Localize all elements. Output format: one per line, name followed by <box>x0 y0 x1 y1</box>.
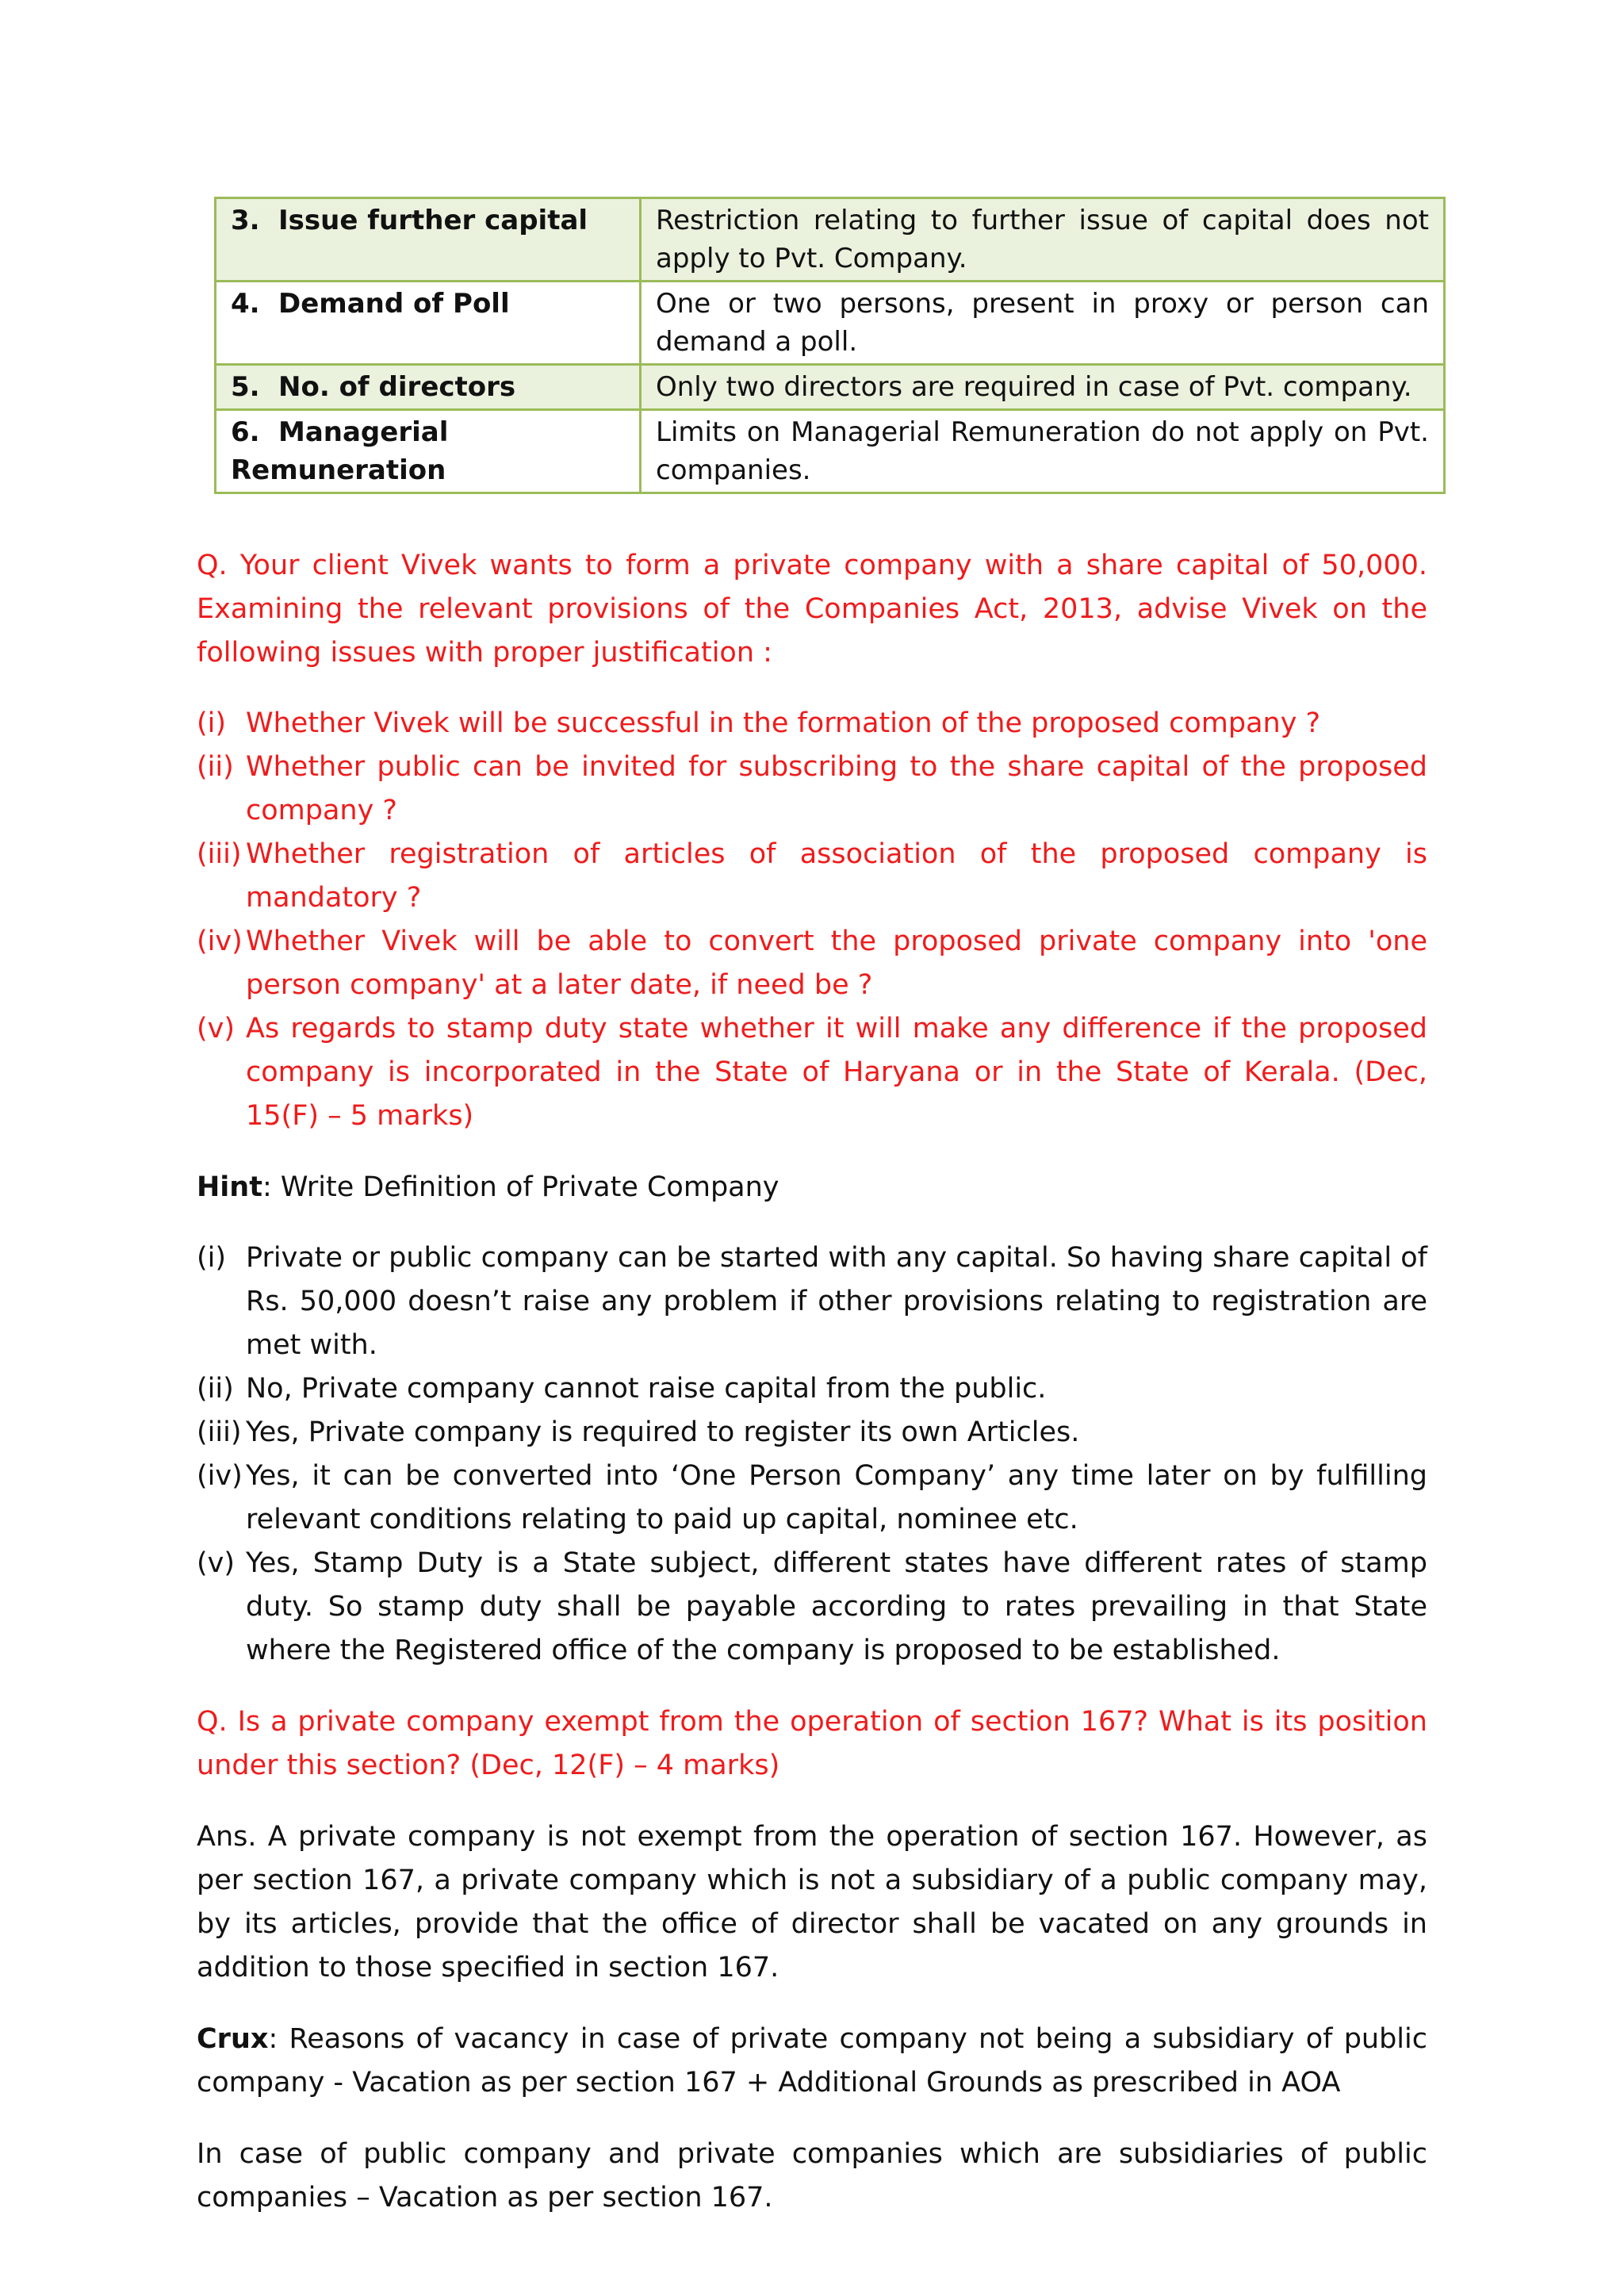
table-row <box>216 365 1445 410</box>
item-number: (i) <box>197 1242 227 1274</box>
hint-text: : Write Definition of Private Company <box>262 1171 779 1203</box>
table-row <box>216 410 1445 493</box>
list-item <box>197 920 1427 1007</box>
item-text: Whether Vivek will be able to convert the proposed private company into 'one person company' at a later date, if need be ? <box>246 926 1427 1001</box>
list-item <box>197 1007 1427 1138</box>
item-text: Yes, it can be converted into ‘One Person Company’ any time later on by fulfilling relevant conditions relating to paid up capital, nominee etc. <box>246 1460 1427 1535</box>
feature-label: Managerial Remuneration <box>231 416 449 486</box>
feature-cell <box>216 410 641 493</box>
detail-cell: Restriction relating to further issue of capital does not apply to Pvt. Company. <box>641 198 1445 282</box>
item-number: (ii) <box>197 1373 234 1405</box>
detail-cell: Limits on Managerial Remuneration do not apply on Pvt. companies. <box>641 410 1445 493</box>
feature-label: Demand of Poll <box>278 288 510 320</box>
list-item <box>197 702 1427 746</box>
item-text: Whether registration of articles of association of the proposed company is mandatory ? <box>246 838 1427 914</box>
hint-label: Hint <box>197 1171 262 1203</box>
closing-paragraph: In case of public company and private companies which are subsidiaries of public companies – Vacation as per section 167. <box>197 2138 1427 2214</box>
row-number: 5. <box>231 371 260 403</box>
hint-paragraph <box>197 1166 1427 1209</box>
feature-cell <box>216 282 641 365</box>
item-number: (iii) <box>197 838 242 870</box>
crux-paragraph <box>197 2018 1427 2105</box>
item-number: (v) <box>197 1547 236 1579</box>
table-row <box>216 198 1445 282</box>
feature-label: No. of directors <box>278 371 516 403</box>
list-item <box>197 746 1427 833</box>
crux-text: : Reasons of vacancy in case of private company not being a subsidiary of public company - Vacation as per section 167 + Additional Grounds as prescribed in AOA <box>197 2023 1427 2099</box>
crux-label: Crux <box>197 2023 269 2055</box>
list-item <box>197 1367 1427 1411</box>
list-item <box>197 1411 1427 1455</box>
answer-1-list <box>197 1236 1427 1673</box>
list-item <box>197 833 1427 920</box>
feature-cell <box>216 365 641 410</box>
item-number: (iii) <box>197 1416 242 1448</box>
list-item <box>197 1236 1427 1367</box>
item-text: As regards to stamp duty state whether it will make any difference if the proposed company is incorporated in the State of Haryana or in the State of Kerala. (Dec, 15(F) – 5 marks) <box>246 1013 1427 1132</box>
item-text: Private or public company can be started with any capital. So having share capital of Rs. 50,000 doesn’t raise any problem if other provisions relating to registration are met with. <box>246 1242 1427 1361</box>
item-number: (i) <box>197 707 227 739</box>
feature-cell <box>216 198 641 282</box>
question-1-list <box>197 702 1427 1138</box>
answer-2-text: Ans. A private company is not exempt from the operation of section 167. However, as per section 167, a private company which is not a subsidiary of a public company may, by its articles, provide that the office of director shall be vacated on any grounds in addition to those specified in section 167. <box>197 1821 1427 1984</box>
row-number: 4. <box>231 288 260 320</box>
detail-cell: Only two directors are required in case of Pvt. company. <box>641 365 1445 410</box>
item-number: (v) <box>197 1013 236 1045</box>
list-item <box>197 1542 1427 1673</box>
table-row <box>216 282 1445 365</box>
item-number: (iv) <box>197 926 243 957</box>
row-number: 6. <box>231 416 260 448</box>
question-1-text: Q. Your client Vivek wants to form a private company with a share capital of 50,000. Examining the relevant provisions of the Companies Act, 2013, advise Vivek on the following issues with proper justification : <box>197 550 1427 669</box>
comparison-table <box>214 197 1446 494</box>
list-item <box>197 1455 1427 1542</box>
item-number: (ii) <box>197 751 234 783</box>
detail-cell: One or two persons, present in proxy or person can demand a poll. <box>641 282 1445 365</box>
feature-label: Issue further capital <box>278 205 588 236</box>
question-2-text: Q. Is a private company exempt from the operation of section 167? What is its position under this section? (Dec, 12(F) – 4 marks) <box>197 1706 1427 1781</box>
row-number: 3. <box>231 205 260 236</box>
item-number: (iv) <box>197 1460 243 1492</box>
item-text: Whether public can be invited for subscribing to the share capital of the proposed company ? <box>246 751 1427 826</box>
page-content <box>197 544 1427 2220</box>
item-text: Yes, Private company is required to register its own Articles. <box>246 1416 1080 1448</box>
item-text: No, Private company cannot raise capital from the public. <box>246 1373 1047 1405</box>
item-text: Whether Vivek will be successful in the formation of the proposed company ? <box>246 707 1321 739</box>
item-text: Yes, Stamp Duty is a State subject, different states have different rates of stamp duty. So stamp duty shall be payable according to rates prevailing in that State where the Registered office of the company is proposed to be established. <box>246 1547 1427 1666</box>
